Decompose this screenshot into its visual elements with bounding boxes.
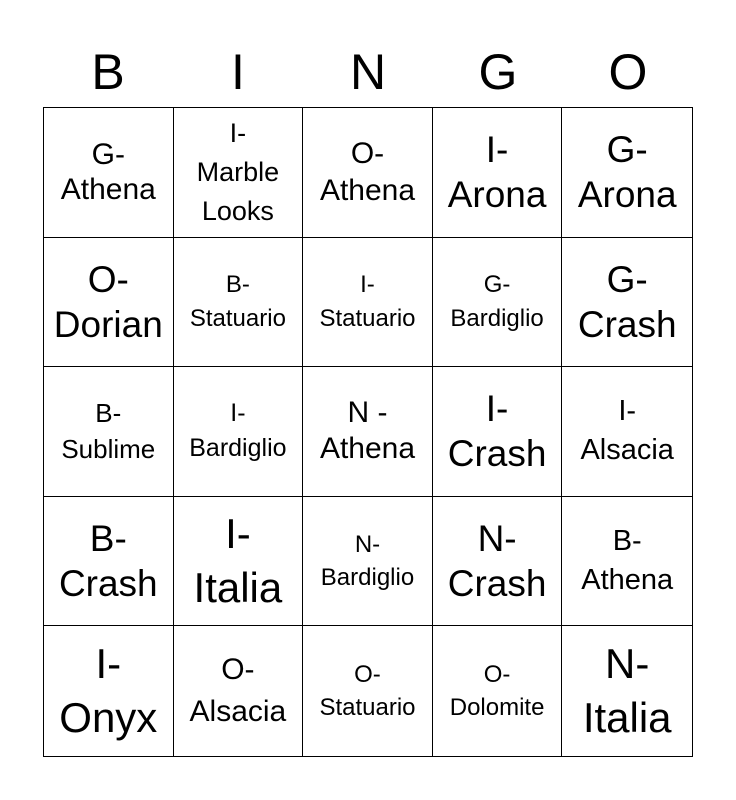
bingo-cell-text: B- Statuario bbox=[189, 271, 286, 332]
bingo-cell-text: I- Italia bbox=[193, 509, 283, 612]
bingo-cell-r2c4[interactable] bbox=[433, 238, 563, 368]
bingo-cell-r1c4[interactable] bbox=[433, 108, 563, 238]
header-letter-o: O bbox=[608, 44, 648, 100]
bingo-cell-text: I- Arona bbox=[447, 129, 547, 216]
bingo-cell-r4c1[interactable] bbox=[44, 497, 174, 627]
bingo-cell-text: I- Bardiglio bbox=[189, 399, 287, 463]
bingo-cell-text: O- Alsacia bbox=[189, 653, 287, 729]
bingo-cell-text: B- Sublime bbox=[61, 398, 156, 465]
bingo-cell-text: B- Crash bbox=[58, 517, 158, 605]
bingo-cell-r5c4[interactable] bbox=[433, 626, 563, 756]
bingo-cell-r3c4[interactable] bbox=[433, 367, 563, 497]
bingo-cell-r1c1[interactable] bbox=[44, 108, 174, 238]
bingo-cell-text: I- Statuario bbox=[319, 271, 416, 332]
header-letter-n: N bbox=[349, 44, 387, 100]
bingo-cell-text: N- Italia bbox=[582, 639, 672, 742]
bingo-cell-r1c2[interactable] bbox=[174, 108, 304, 238]
bingo-board bbox=[43, 107, 693, 757]
header-letter-g: G bbox=[478, 44, 518, 100]
bingo-cell-r5c3[interactable] bbox=[303, 626, 433, 756]
bingo-cell-text: I- Marble Looks bbox=[196, 117, 280, 226]
bingo-cell-text: N- Bardiglio bbox=[320, 530, 415, 592]
bingo-cell-text: O- Dolomite bbox=[449, 660, 545, 722]
bingo-cell-r5c2[interactable] bbox=[174, 626, 304, 756]
header-letter-i: I bbox=[231, 44, 245, 100]
bingo-cell-text: O- Dorian bbox=[53, 258, 163, 345]
bingo-cell-r3c3[interactable] bbox=[303, 367, 433, 497]
bingo-cell-r3c5[interactable] bbox=[562, 367, 692, 497]
bingo-cell-text: O- Statuario bbox=[319, 660, 416, 722]
bingo-cell-r4c3[interactable] bbox=[303, 497, 433, 627]
bingo-cell-r4c2[interactable] bbox=[174, 497, 304, 627]
bingo-cell-text: G- Crash bbox=[577, 258, 677, 345]
bingo-cell-text: N - Athena bbox=[319, 395, 416, 466]
bingo-cell-text: O- Athena bbox=[319, 136, 416, 208]
bingo-cell-r2c2[interactable] bbox=[174, 238, 304, 368]
bingo-cell-r3c1[interactable] bbox=[44, 367, 174, 497]
bingo-cell-text: B- Athena bbox=[581, 524, 674, 597]
bingo-cell-text: G- Athena bbox=[60, 137, 156, 207]
bingo-cell-r3c2[interactable] bbox=[174, 367, 304, 497]
header-letter-b: B bbox=[91, 44, 125, 100]
bingo-cell-r2c3[interactable] bbox=[303, 238, 433, 368]
bingo-cell-r5c1[interactable] bbox=[44, 626, 174, 756]
bingo-cell-r1c5[interactable] bbox=[562, 108, 692, 238]
bingo-header bbox=[43, 40, 693, 104]
bingo-cell-r2c5[interactable] bbox=[562, 238, 692, 368]
bingo-cell-text: I- Onyx bbox=[59, 639, 158, 742]
bingo-cell-text: G- Arona bbox=[577, 129, 677, 216]
bingo-cell-r5c5[interactable] bbox=[562, 626, 692, 756]
bingo-cell-r2c1[interactable] bbox=[44, 238, 174, 368]
bingo-cell-text: I- Crash bbox=[447, 388, 547, 475]
bingo-cell-text: G- Bardiglio bbox=[450, 271, 544, 332]
bingo-cell-text: N- Crash bbox=[447, 517, 547, 605]
bingo-cell-r4c5[interactable] bbox=[562, 497, 692, 627]
bingo-cell-r1c3[interactable] bbox=[303, 108, 433, 238]
bingo-cell-text: I- Alsacia bbox=[580, 395, 674, 467]
bingo-cell-r4c4[interactable] bbox=[433, 497, 563, 627]
